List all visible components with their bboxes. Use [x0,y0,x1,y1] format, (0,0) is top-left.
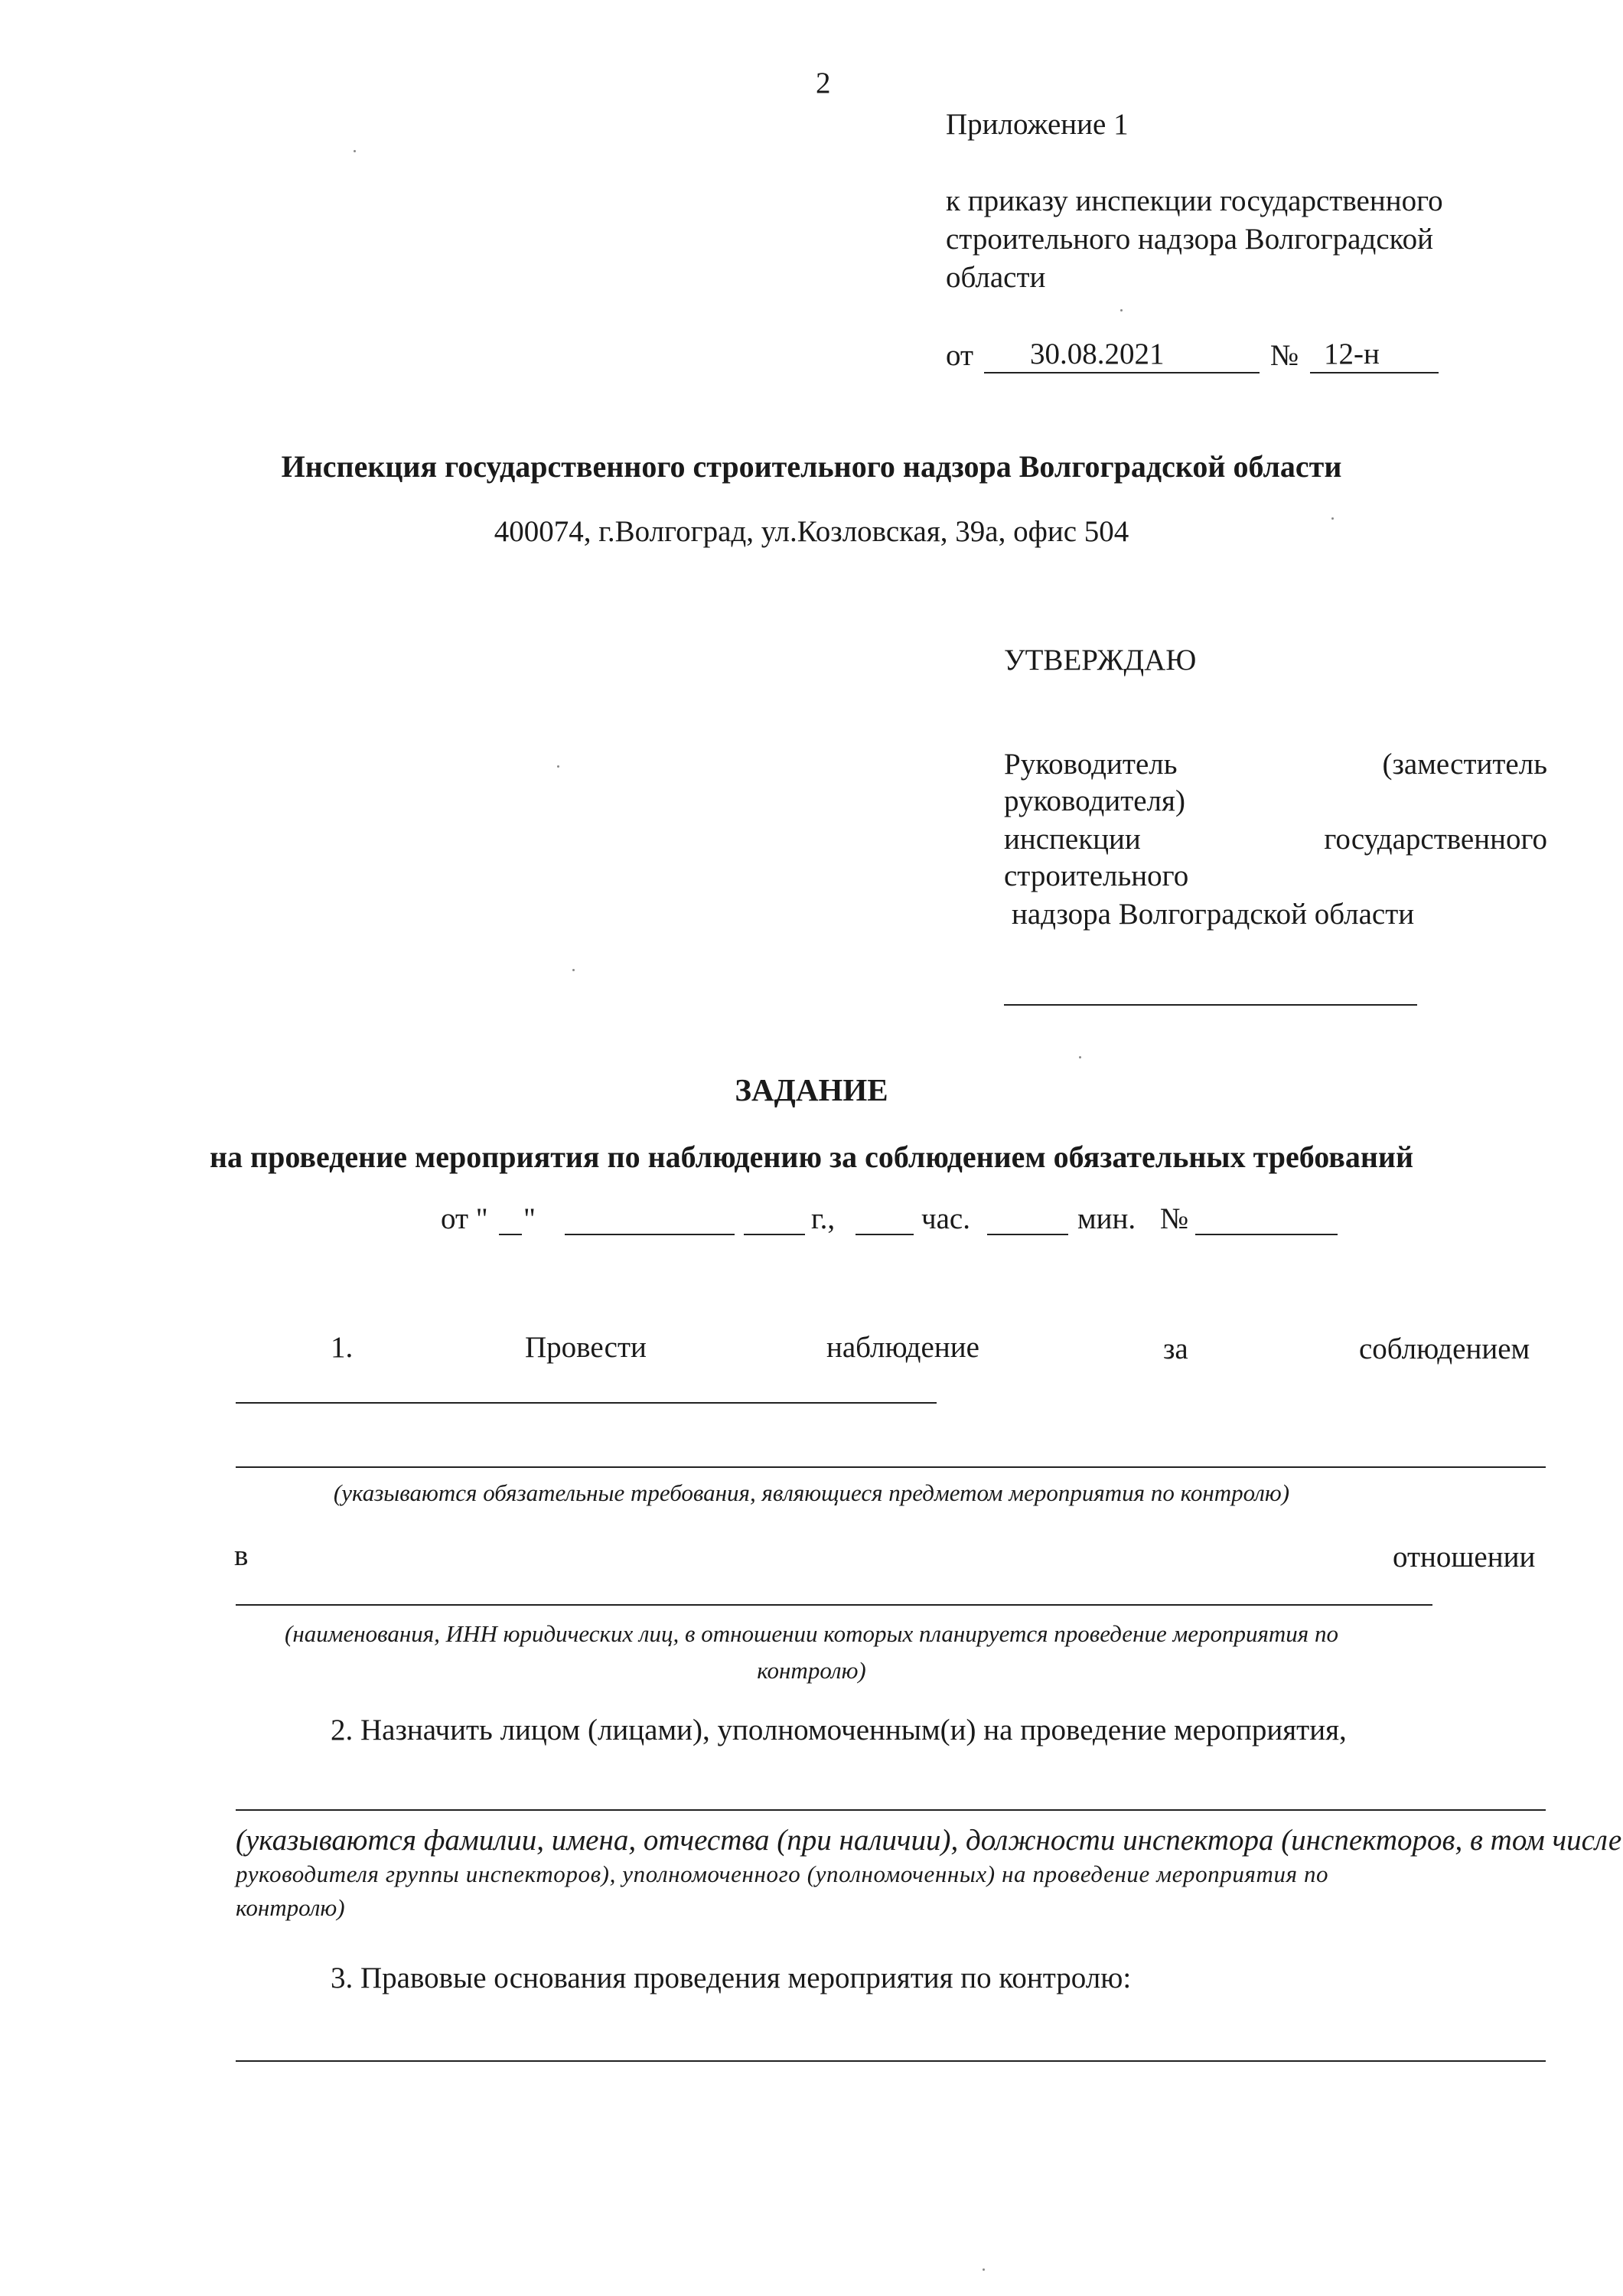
section2-hint-line1: (указываются фамилии, имена, отчества (при наличии), должности инспектора (инспекторов, в том числе [236,1824,1622,1857]
task-date-hours: час. [921,1202,970,1235]
section2-text: 2. Назначить лицом (лицами), уполномоченным(и) на проведение мероприятия, [331,1714,1347,1746]
approval-row5: надзора Волгоградской области [1012,898,1415,931]
task-subtitle: на проведение мероприятия по наблюдению за соблюдением обязательных требований [210,1140,1413,1174]
section1-blank-line3 [236,1604,1432,1606]
task-title: ЗАДАНИЕ [735,1072,888,1107]
section2-blank-line [236,1809,1546,1811]
approval-row3 [1004,822,1547,858]
section1-hint2-line2: контролю) [757,1657,866,1684]
approval-row1-right: (заместитель [1382,748,1547,781]
section1-num: 1. [331,1331,354,1364]
section1-in-left: в [234,1539,249,1572]
task-hours-blank [855,1234,914,1235]
task-date-year: г., [811,1202,836,1235]
section1-word4: соблюдением [1359,1332,1530,1365]
organization-name: Инспекция государственного строительного надзора Волгоградской области [281,449,1342,484]
approval-row1-left: Руководитель [1004,748,1178,781]
section1-hint2-line1: (наименования, ИНН юридических лиц, в отношении которых планируется проведение мероприятия по [285,1620,1338,1647]
approval-heading: УТВЕРЖДАЮ [1004,644,1197,677]
scan-speck [557,765,559,768]
task-date-minutes: мин. [1077,1202,1136,1235]
task-year-blank [744,1234,805,1235]
section2-hint-line2: руководителя группы инспекторов), уполномоченного (уполномоченных) на проведение мероприятия по [236,1861,1329,1887]
appendix-order-line3: области [946,261,1046,294]
section1-word3: за [1163,1332,1188,1365]
section1-word1: Провести [525,1331,647,1364]
section1-hint1: (указываются обязательные требования, являющиеся предметом мероприятия по контролю) [333,1479,1290,1506]
section2-hint-row1 [236,1823,1622,1859]
task-day-blank [499,1234,522,1235]
task-month-blank [565,1234,735,1235]
approval-row3-left: инспекции [1004,823,1141,856]
scan-speck [1079,1056,1081,1058]
appendix-number-value: 12-н [1324,338,1380,370]
organization-address: 400074, г.Волгоград, ул.Козловская, 39а, офис 504 [494,515,1129,548]
task-date-quote-close: " [523,1202,536,1235]
section3-text: 3. Правовые основания проведения мероприятия по контролю: [331,1962,1132,1994]
task-number-blank [1195,1234,1338,1235]
appendix-title: Приложение 1 [946,108,1129,141]
approval-row1 [1004,747,1547,783]
scan-speck [1331,517,1334,520]
appendix-order-line2: строительного надзора Волгоградской [946,223,1433,256]
page-number: 2 [816,67,831,99]
appendix-order-line1: к приказу инспекции государственного [946,184,1443,217]
scan-speck [1120,309,1123,311]
appendix-date-prefix: от [946,339,974,372]
task-date-ot: от " [441,1202,488,1235]
approval-row2: руководителя) [1004,784,1185,817]
approval-row3-right: государственного [1324,823,1547,856]
scan-speck [983,2268,985,2271]
scan-speck [354,150,356,152]
scan-speck [572,969,575,971]
section1-word2: наблюдение [826,1331,979,1364]
approval-row4: строительного [1004,859,1189,892]
section1-in-right: отношении [1393,1541,1536,1574]
section2-hint-line3: контролю) [236,1894,345,1921]
section1-blank-line2 [236,1466,1546,1468]
task-date-number: № [1160,1202,1189,1235]
appendix-number-prefix: № [1270,339,1299,372]
approval-signature-line [1004,1004,1417,1006]
appendix-date-value: 30.08.2021 [1030,338,1165,370]
section1-blank-line1 [236,1402,937,1404]
task-minutes-blank [987,1234,1068,1235]
section3-blank-line [236,2060,1546,2062]
